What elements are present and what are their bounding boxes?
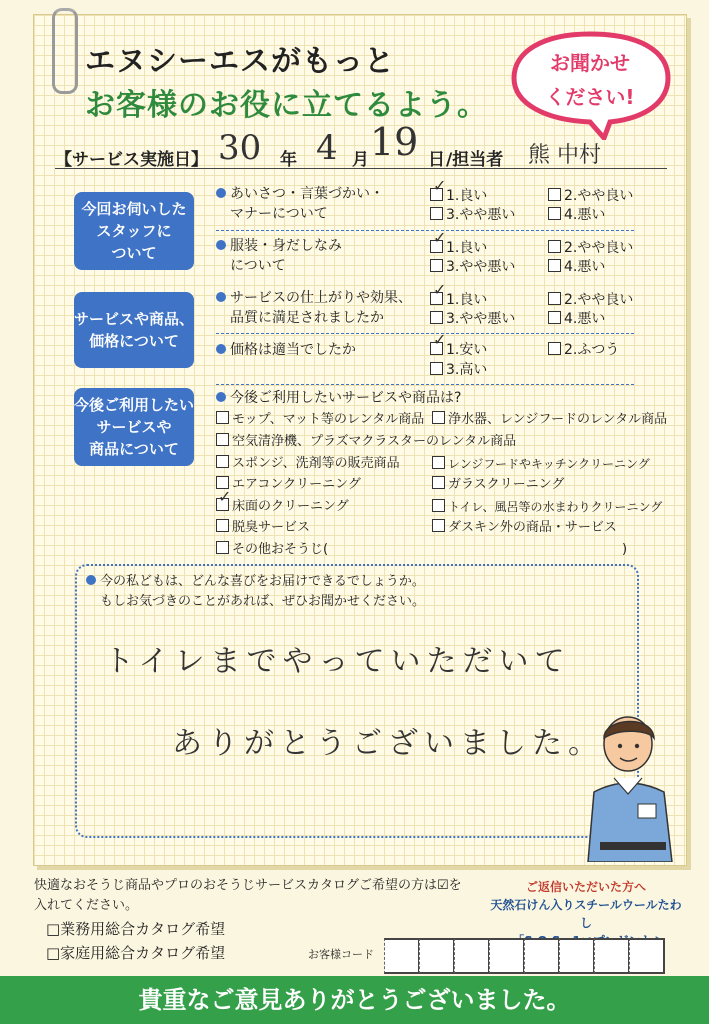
date-divider bbox=[55, 168, 667, 169]
divider bbox=[216, 230, 634, 231]
footer-thanks: 貴重なご意見ありがとうございました。 bbox=[0, 976, 709, 1024]
question-text: 価格は適当でしたか bbox=[230, 342, 356, 358]
customer-code-cell[interactable] bbox=[629, 938, 665, 974]
bullet-icon bbox=[216, 188, 226, 198]
item-label: ダスキン外の商品・サービス bbox=[448, 520, 617, 535]
checkbox[interactable] bbox=[432, 519, 445, 532]
staff-name: 熊 中村 bbox=[528, 143, 601, 168]
option-label: 3.やや悪い bbox=[446, 207, 516, 223]
item-label: モップ、マット等のレンタル商品 bbox=[232, 412, 425, 427]
checkbox[interactable] bbox=[432, 476, 445, 489]
question-quality bbox=[216, 288, 412, 328]
checkmark-icon: ✓ bbox=[433, 330, 447, 349]
option-label: 4.悪い bbox=[564, 259, 606, 275]
future-item[interactable] bbox=[432, 454, 650, 474]
option-label: 3.やや悪い bbox=[446, 311, 516, 327]
option-label: 4.悪い bbox=[564, 207, 606, 223]
divider bbox=[216, 384, 634, 385]
future-item[interactable] bbox=[216, 497, 349, 517]
q2-option-3[interactable] bbox=[430, 257, 515, 277]
catalog-note-line: 快適なおそうじ商品やプロのおそうじサービスカタログご希望の方は☑を bbox=[34, 878, 462, 893]
item-label: 空気清浄機、プラズマクラスターのレンタル商品 bbox=[232, 434, 517, 449]
checkbox[interactable] bbox=[548, 311, 561, 324]
comment-prompt-line: もしお気づきのことがあれば、ぜひお聞かせください。 bbox=[100, 594, 426, 609]
staff-label: /担当者 bbox=[446, 150, 504, 170]
option-label: 1.安い bbox=[446, 342, 488, 358]
question-text: 服装・身だしなみ bbox=[230, 238, 342, 254]
checkbox[interactable] bbox=[430, 207, 443, 220]
future-item[interactable] bbox=[432, 518, 617, 538]
staff-mascot-icon bbox=[580, 712, 680, 862]
bubble-text bbox=[520, 46, 660, 114]
customer-code-cell[interactable] bbox=[594, 938, 630, 974]
item-label: エアコンクリーニング bbox=[232, 477, 361, 492]
divider bbox=[216, 333, 634, 334]
customer-code-cell[interactable] bbox=[489, 938, 525, 974]
checkbox[interactable] bbox=[548, 259, 561, 272]
comment-prompt-line: 今の私どもは、どんな喜びをお届けできるでしょうか。 bbox=[100, 574, 425, 589]
checkbox[interactable] bbox=[216, 519, 229, 532]
catalog-home-option[interactable]: □家庭用総合カタログ希望 bbox=[46, 944, 226, 962]
section-title-line: 価格について bbox=[89, 332, 179, 350]
question-manners bbox=[216, 184, 384, 224]
option-label: 1.良い bbox=[446, 240, 488, 256]
q4-option-3[interactable] bbox=[430, 360, 487, 380]
future-item[interactable] bbox=[216, 454, 400, 474]
item-label: スポンジ、洗剤等の販売商品 bbox=[232, 456, 400, 471]
item-label: その他おそうじ( bbox=[232, 542, 329, 557]
option-label: 3.やや悪い bbox=[446, 259, 516, 275]
checkbox[interactable] bbox=[548, 292, 561, 305]
bullet-icon bbox=[216, 344, 226, 354]
section-title-line: ついて bbox=[111, 244, 157, 262]
header-line1: エヌシーエスがもっと bbox=[85, 44, 395, 79]
section-title-line: サービスや bbox=[96, 418, 172, 436]
checkbox[interactable] bbox=[216, 411, 229, 424]
q1-option-3[interactable] bbox=[430, 205, 515, 225]
comment-prompt bbox=[86, 572, 425, 612]
catalog-note-line: 入れてください。 bbox=[34, 898, 139, 913]
future-item[interactable] bbox=[216, 432, 516, 452]
customer-code-cell[interactable] bbox=[384, 938, 420, 974]
checkbox[interactable] bbox=[548, 342, 561, 355]
item-label: 脱臭サービス bbox=[232, 520, 311, 535]
checkbox[interactable] bbox=[216, 433, 229, 446]
checkbox[interactable] bbox=[430, 362, 443, 375]
header-line2: お客様のお役に立てるよう。 bbox=[85, 88, 488, 123]
catalog-note bbox=[34, 876, 462, 916]
checkbox[interactable] bbox=[216, 455, 229, 468]
month-unit: 月 bbox=[352, 150, 369, 170]
future-item[interactable] bbox=[432, 410, 667, 430]
checkbox[interactable] bbox=[548, 188, 561, 201]
q3-option-2[interactable] bbox=[548, 290, 633, 310]
handwritten-comment-line2: ありがとうございました。 bbox=[172, 726, 604, 761]
day-unit: 日 bbox=[428, 150, 445, 170]
option-label: 2.やや良い bbox=[564, 188, 634, 204]
checkbox[interactable] bbox=[430, 311, 443, 324]
checkbox[interactable] bbox=[548, 207, 561, 220]
option-label: 2.ふつう bbox=[564, 342, 620, 358]
option-label: 4.悪い bbox=[564, 311, 606, 327]
checkmark-icon: ✓ bbox=[433, 176, 447, 195]
future-item[interactable] bbox=[432, 497, 662, 517]
checkbox[interactable] bbox=[430, 259, 443, 272]
checkbox[interactable] bbox=[432, 456, 445, 469]
option-label: 1.良い bbox=[446, 292, 488, 308]
item-label: レンジフードやキッチンクリーニング bbox=[448, 457, 650, 471]
checkmark-icon: ✓ bbox=[433, 280, 447, 299]
future-item[interactable] bbox=[216, 540, 328, 560]
option-label: 1.良い bbox=[446, 188, 488, 204]
option-label: 2.やや良い bbox=[564, 240, 634, 256]
q3-option-4[interactable] bbox=[548, 309, 605, 329]
bullet-icon bbox=[86, 575, 96, 585]
customer-code-cell[interactable] bbox=[524, 938, 560, 974]
service-date-label: 【サービス実施日】 bbox=[55, 150, 208, 170]
question-price bbox=[216, 340, 356, 360]
item-label: 床面のクリーニング bbox=[232, 499, 349, 514]
bullet-icon bbox=[216, 292, 226, 302]
item-label: ガラスクリーニング bbox=[448, 477, 565, 492]
question-text: 品質に満足されましたか bbox=[230, 310, 384, 326]
bullet-icon bbox=[216, 240, 226, 250]
option-label: 3.高い bbox=[446, 362, 488, 378]
section-title-line: 今回お伺いした bbox=[81, 200, 187, 218]
item-label: 浄水器、レンジフードのレンタル商品 bbox=[448, 412, 668, 427]
question-text: マナーについて bbox=[230, 206, 328, 222]
year-unit: 年 bbox=[280, 150, 297, 170]
section-service-price bbox=[74, 292, 194, 368]
future-item[interactable] bbox=[216, 410, 424, 430]
checkbox[interactable] bbox=[216, 541, 229, 554]
service-year: 30 bbox=[218, 128, 262, 168]
section-staff bbox=[74, 192, 194, 270]
customer-code-cell[interactable] bbox=[419, 938, 455, 974]
checkbox[interactable] bbox=[548, 240, 561, 253]
section-future bbox=[74, 388, 194, 466]
catalog-business-option[interactable]: □業務用総合カタログ希望 bbox=[46, 920, 226, 938]
gift-line: ご返信いただいた方へ bbox=[525, 880, 646, 894]
customer-code-cell[interactable] bbox=[559, 938, 595, 974]
question-text: あいさつ・言葉づかい・ bbox=[230, 186, 384, 202]
bullet-icon bbox=[216, 392, 226, 402]
bubble-line2: ください! bbox=[545, 85, 635, 109]
question-appearance bbox=[216, 236, 342, 276]
future-item[interactable] bbox=[216, 475, 361, 495]
bubble-line1: お聞かせ bbox=[550, 51, 630, 75]
question-text: について bbox=[230, 258, 286, 274]
checkmark-icon: ✓ bbox=[433, 228, 447, 247]
service-day: 19 bbox=[370, 120, 419, 164]
q3-option-3[interactable] bbox=[430, 309, 515, 329]
other-close-paren: ) bbox=[622, 542, 628, 557]
q1-option-4[interactable] bbox=[548, 205, 605, 225]
q4-option-2[interactable] bbox=[548, 340, 619, 360]
service-month: 4 bbox=[316, 128, 338, 168]
q1-option-2[interactable] bbox=[548, 186, 633, 206]
q2-option-2[interactable] bbox=[548, 238, 633, 258]
customer-code-label: お客様コード bbox=[308, 948, 374, 961]
handwritten-comment-line1: トイレまでやっていただいて bbox=[104, 644, 571, 679]
section-title-line: 商品について bbox=[89, 440, 179, 458]
paperclip-icon bbox=[52, 8, 78, 94]
section-title-line: スタッフに bbox=[96, 222, 172, 240]
checkmark-icon: ✓ bbox=[218, 487, 232, 506]
checkbox[interactable] bbox=[432, 499, 445, 512]
gift-line: 天然石けん入りスチールウールたわし bbox=[490, 898, 682, 930]
question-text: サービスの仕上がりや効果、 bbox=[230, 290, 412, 306]
customer-code-cell[interactable] bbox=[454, 938, 490, 974]
section-title-line: サービスや商品、 bbox=[74, 310, 195, 328]
q2-option-4[interactable] bbox=[548, 257, 605, 277]
option-label: 2.やや良い bbox=[564, 292, 634, 308]
section-title-line: 今後ご利用したい bbox=[74, 396, 195, 414]
checkbox[interactable] bbox=[432, 411, 445, 424]
future-question-text: 今後ご利用したいサービスや商品は? bbox=[230, 390, 462, 406]
future-item[interactable] bbox=[432, 475, 564, 495]
future-question bbox=[216, 388, 461, 408]
future-item[interactable] bbox=[216, 518, 310, 538]
item-label: トイレ、風呂等の水まわりクリーニング bbox=[448, 500, 663, 514]
